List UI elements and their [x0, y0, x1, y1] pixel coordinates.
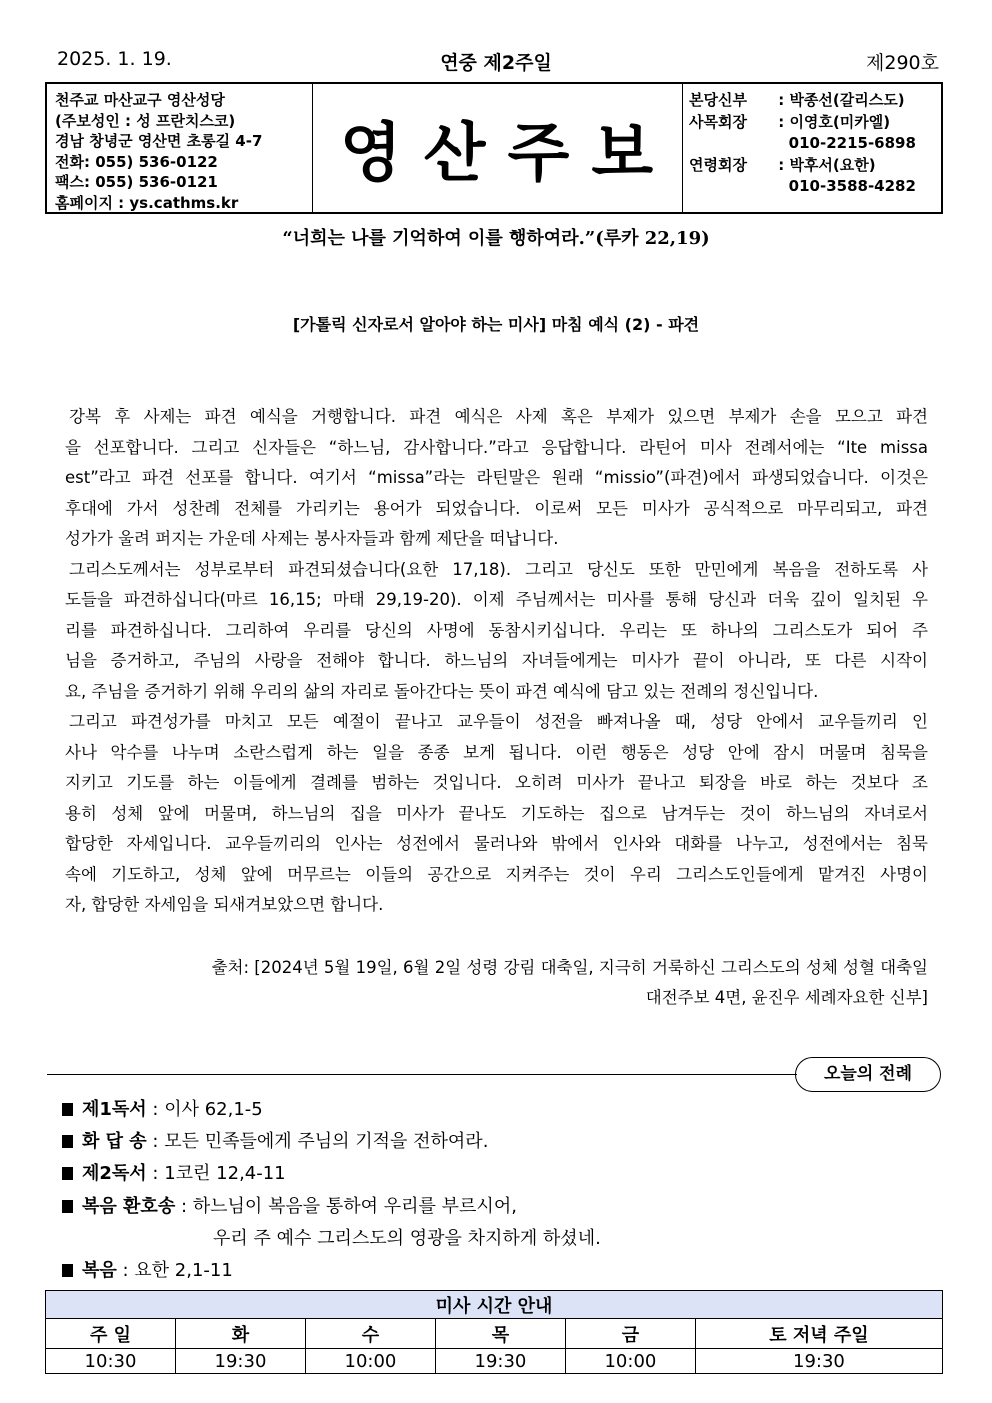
square-bullet-icon — [62, 1167, 73, 1180]
liturgy-item — [62, 1256, 233, 1282]
liturgy-text: : 이사 62,1-5 — [146, 1099, 263, 1120]
square-bullet-icon — [62, 1103, 73, 1116]
liturgy-label: 복음 — [82, 1260, 117, 1281]
staff-row: 010-3588-4282 — [773, 177, 916, 195]
homepage: 홈페이지 : ys.cathms.kr — [55, 193, 239, 212]
mass-day: 수 — [305, 1319, 435, 1349]
mass-day: 화 — [175, 1319, 305, 1349]
divider — [47, 1074, 797, 1075]
liturgy-label: 제2독서 — [82, 1163, 147, 1184]
mass-times-title: 미사 시간 안내 — [46, 1291, 943, 1319]
mass-day: 목 — [435, 1319, 565, 1349]
patron-saint: (주보성인 : 성 프란치스코) — [55, 111, 236, 130]
article-title: [가톨릭 신자로서 알아야 하는 미사] 마침 예식 (2) - 파견 — [292, 315, 700, 334]
liturgy-item — [62, 1127, 488, 1153]
mass-time: 10:00 — [305, 1349, 435, 1374]
article-line: 님을 증거하고, 주님의 사랑을 전해야 합니다. 하느님의 자녀들에게는 미사가 끝이 아니라, 또 다른 시작이 — [65, 651, 928, 670]
article-line: 속에 기도하고, 성체 앞에 머무르는 이들의 공간으로 지켜주는 것이 우리 그리스도인들에게 맡겨진 사명이 — [65, 864, 928, 884]
mass-day: 토 저녁 주일 — [695, 1319, 942, 1349]
liturgy-text: : 모든 민족들에게 주님의 기적을 전하여라. — [146, 1131, 489, 1152]
article-line: 을 선포합니다. 그리고 신자들은 “하느님, 감사합니다.”라고 응답합니다. 라틴어 미사 전례서에는 “Ite missa — [65, 437, 928, 457]
article-line: 사나 악수를 나누며 소란스럽게 하는 일을 종종 보게 됩니다. 이런 행동은 성당 안에 잠시 머물며 침묵을 — [65, 742, 928, 762]
liturgy-text: : 하느님이 복음을 통하여 우리를 부르시어, — [175, 1196, 517, 1217]
liturgy-label: 화 답 송 — [82, 1131, 147, 1152]
liturgy-text: : 1코린 12,4-11 — [146, 1163, 286, 1184]
square-bullet-icon — [62, 1264, 73, 1277]
article-line: 용히 성체 앞에 머물며, 하느님의 집을 미사가 끝나도 기도하는 집으로 남겨두는 것이 하느님의 자녀로서 — [65, 803, 928, 823]
square-bullet-icon — [62, 1200, 73, 1213]
article-line: 도들을 파견하십니다(마르 16,15; 마태 29,19-20). 이제 주님께서는 미사를 통해 당신과 더욱 깊이 일치된 우 — [65, 590, 928, 609]
mass-time: 19:30 — [435, 1349, 565, 1374]
staff-row: 010-2215-6898 — [773, 134, 916, 152]
liturgy-label: 제1독서 — [82, 1099, 147, 1120]
bulletin-title: 영산주보 — [313, 84, 683, 212]
scripture-quote: “너희는 나를 기억하여 이를 행하여라.”(루카 22,19) — [282, 228, 710, 249]
address: 경남 창녕군 영산면 초롱길 4-7 — [55, 132, 263, 150]
mass-times-table — [45, 1290, 943, 1374]
article-source: 출처: [2024년 5월 19일, 6월 2일 성령 강림 대축일, 지극히 거룩하신 그리스도의 성체 성혈 대축일 대전주보 4면, 윤진우 세례자요한 신부] — [211, 958, 928, 1007]
liturgy-item — [213, 1224, 601, 1250]
masthead — [45, 82, 943, 214]
parish-info — [47, 84, 313, 212]
mass-time: 10:30 — [46, 1349, 176, 1374]
liturgy-item — [62, 1095, 263, 1121]
staff-row: 사목회장 : 이영호(미카엘) — [689, 112, 891, 131]
square-bullet-icon — [62, 1135, 73, 1148]
staff-info — [683, 84, 941, 212]
article-body — [65, 402, 928, 921]
article-line: 후대에 가서 성찬례 전체를 가리키는 용어가 되었습니다. 이로써 모든 미사가 공식적으로 마무리되고, 파견 — [65, 498, 928, 518]
liturgy-item — [62, 1192, 517, 1218]
staff-row: 본당신부 : 박종선(갈리스도) — [689, 91, 905, 109]
article-line: 리를 파견하십니다. 그리하여 우리를 당신의 사명에 동참시키십니다. 우리는 또 하나의 그리스도가 되어 주 — [65, 620, 928, 640]
liturgy-item — [62, 1159, 286, 1185]
liturgy-text: : 요한 2,1-11 — [116, 1260, 233, 1281]
mass-day: 주 일 — [46, 1319, 176, 1349]
article-line: 그리스도께서는 성부로부터 파견되셨습니다(요한 17,18). 그리고 당신도 또한 만민에게 복음을 전하도록 사 — [69, 559, 928, 579]
article-line: 지키고 기도를 하는 이들에게 결례를 범하는 것입니다. 오히려 미사가 끝나고 퇴장을 바로 하는 것보다 조 — [65, 773, 928, 792]
mass-time: 10:00 — [565, 1349, 695, 1374]
issue-date: 2025. 1. 19. — [57, 48, 172, 70]
article-line: 그리고 파견성가를 마치고 모든 예절이 끝나고 교우들이 성전을 빠져나올 때, 성당 안에서 교우들끼리 인 — [69, 712, 928, 731]
mass-time: 19:30 — [175, 1349, 305, 1374]
article-line: 합당한 자세입니다. 교우들끼리의 인사는 성전에서 물러나와 밖에서 인사와 대화를 나누고, 성전에서는 침묵 — [65, 834, 928, 853]
mass-time: 19:30 — [695, 1349, 942, 1374]
liturgical-week: 연중 제2주일 — [440, 52, 552, 74]
article-line: 강복 후 사제는 파견 예식을 거행합니다. 파견 예식은 사제 혹은 부제가 있으면 부제가 손을 모으고 파견 — [69, 407, 928, 426]
staff-row: 연령회장 : 박후서(요한) — [689, 155, 876, 174]
mass-day: 금 — [565, 1319, 695, 1349]
liturgy-text: 우리 주 예수 그리스도의 영광을 차지하게 하셨네. — [213, 1228, 601, 1249]
article-line: 요, 주님을 증거하기 위해 우리의 삶의 자리로 돌아간다는 뜻이 파견 예식에 담고 있는 전례의 정신입니다. — [65, 681, 819, 701]
article-line: 자, 합당한 자세임을 되새겨보았으면 합니다. — [65, 895, 384, 914]
issue-number: 제290호 — [866, 52, 939, 74]
fax: 팩스: 055) 536-0121 — [55, 173, 218, 191]
liturgy-label: 복음 환호송 — [82, 1196, 176, 1217]
phone: 전화: 055) 536-0122 — [55, 152, 218, 171]
todays-liturgy-badge: 오늘의 전례 — [795, 1057, 941, 1092]
article-line: 성가가 울려 퍼지는 가운데 사제는 봉사자들과 함께 제단을 떠납니다. — [65, 529, 559, 548]
article-line: est”라고 파견 선포를 합니다. 여기서 “missa”라는 라틴말은 원래 “missio”(파견)에서 파생되었습니다. 이것은 — [65, 468, 928, 487]
parish-name: 천주교 마산교구 영산성당 — [55, 91, 225, 109]
